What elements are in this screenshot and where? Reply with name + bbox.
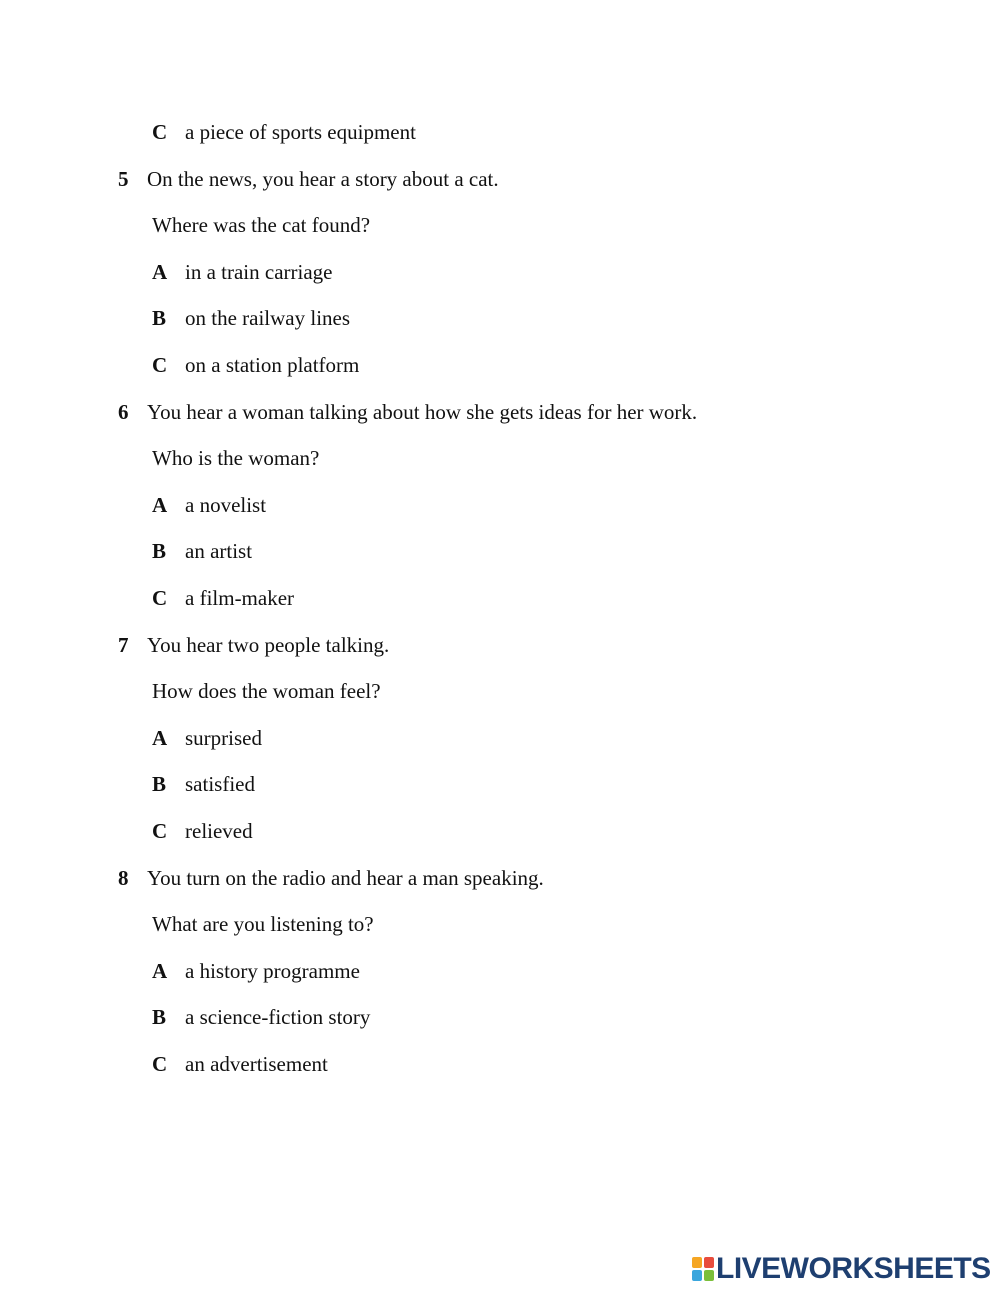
question-text: You turn on the radio and hear a man speaking.	[147, 865, 544, 890]
liveworksheets-brand	[692, 1254, 992, 1284]
option-text: on the railway lines	[185, 306, 351, 331]
option-text: in a train carriage	[185, 259, 333, 284]
option-letter: B	[152, 1005, 167, 1030]
brand-name: LIVEWORKSHEETS	[716, 1252, 991, 1285]
option-letter: B	[152, 772, 167, 797]
option-text: surprised	[185, 725, 262, 750]
liveworksheets-logo-icon	[692, 1257, 714, 1281]
question-prompt: How does the woman feel?	[152, 679, 381, 704]
option-text: a film-maker	[185, 586, 295, 610]
option-letter: A	[152, 492, 168, 517]
option-text: an advertisement	[185, 1052, 328, 1076]
option-letter: B	[152, 539, 167, 564]
question-text: You hear a woman talking about how she gets ideas for her work.	[147, 399, 698, 424]
option-letter: C	[152, 120, 168, 144]
option-letter: C	[152, 1052, 168, 1076]
option-text: a history programme	[185, 958, 360, 983]
option-letter: C	[152, 819, 168, 843]
option-text: a piece of sports equipment	[185, 120, 416, 144]
question-prompt: Who is the woman?	[152, 446, 320, 471]
question-text: You hear two people talking.	[147, 632, 390, 657]
option-letter: A	[152, 725, 168, 750]
option-letter: B	[152, 306, 167, 331]
option-text: an artist	[185, 539, 253, 564]
option-text: relieved	[185, 819, 253, 843]
question-number: 7	[118, 632, 129, 657]
option-letter: C	[152, 353, 168, 377]
option-text: on a station platform	[185, 353, 360, 377]
logo-tile	[692, 1270, 702, 1281]
logo-tile	[692, 1257, 702, 1268]
question-text: On the news, you hear a story about a cat.	[147, 166, 499, 191]
logo-tile	[704, 1270, 714, 1281]
logo-tile	[704, 1257, 714, 1268]
option-letter: A	[152, 958, 168, 983]
question-number: 5	[118, 166, 129, 191]
question-prompt: Where was the cat found?	[152, 213, 371, 238]
option-text: a novelist	[185, 492, 267, 517]
question-number: 8	[118, 865, 129, 890]
option-text: satisfied	[185, 772, 255, 797]
option-text: a science-fiction story	[185, 1005, 371, 1030]
question-prompt: What are you listening to?	[152, 912, 374, 937]
option-letter: C	[152, 586, 168, 610]
question-number: 6	[118, 399, 129, 424]
option-letter: A	[152, 259, 168, 284]
